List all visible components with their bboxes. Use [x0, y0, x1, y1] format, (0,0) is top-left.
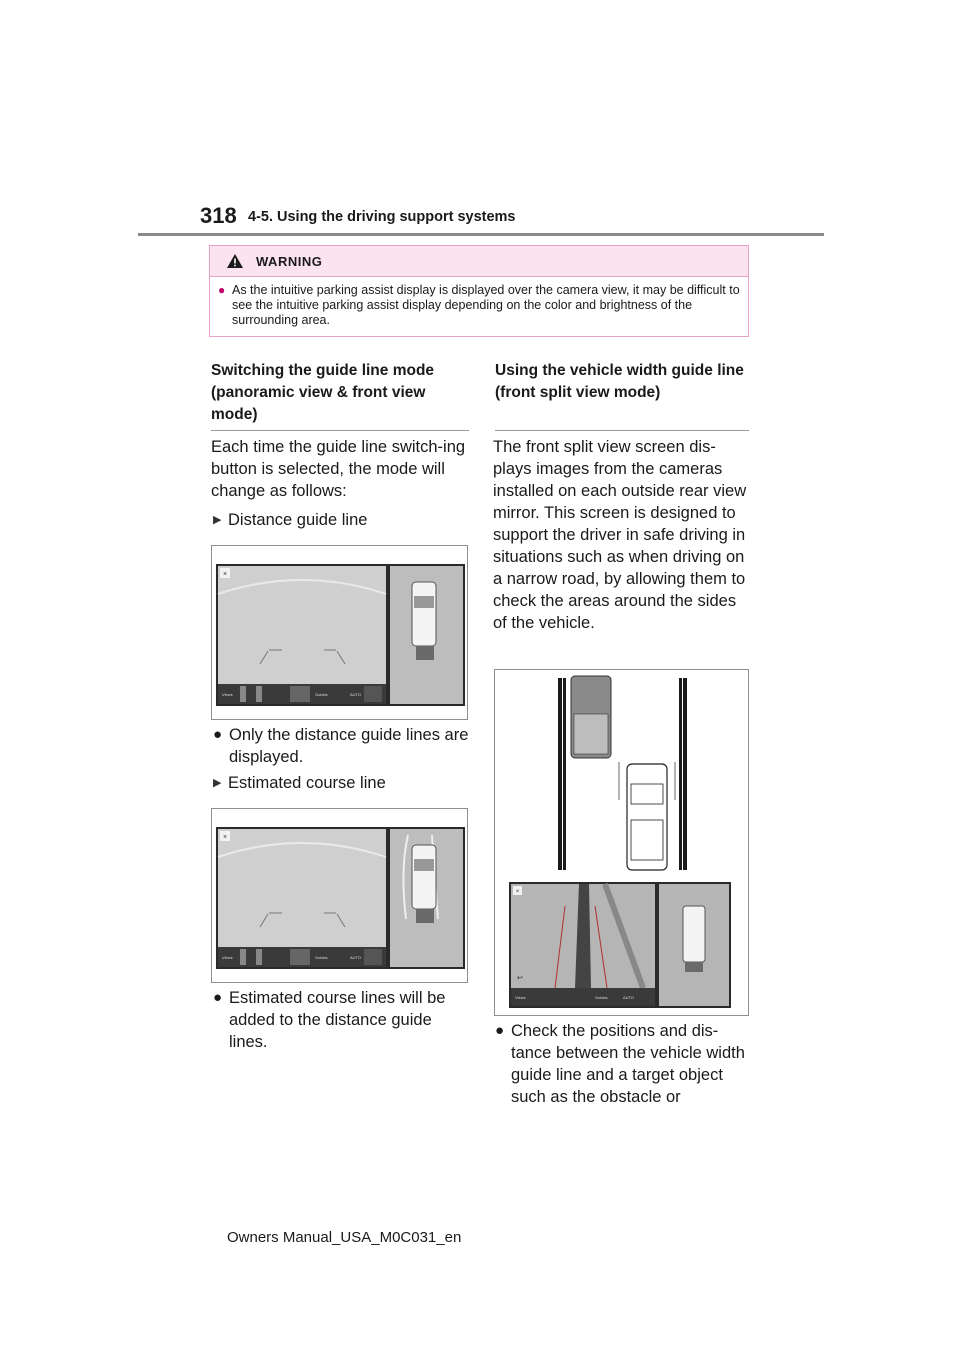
bullet-icon: ●	[213, 989, 223, 1006]
right-bullet-text: Check the positions and dis-tance between the vehicle width guide line and a target object such as the obstacle or	[511, 1022, 745, 1106]
estimated-course-figure	[211, 808, 468, 983]
arrow-right-icon: ▶	[213, 514, 222, 526]
mode2-description-item	[213, 987, 471, 1053]
header-rule	[138, 233, 824, 236]
mode1-item	[213, 509, 463, 531]
left-intro: Each time the guide line switch-ing button is selected, the mode will change as follows:	[211, 438, 466, 500]
front-split-view-figure	[494, 669, 749, 1016]
views-label: Views	[222, 955, 233, 960]
views-label: Views	[515, 995, 526, 1000]
close-icon: ×	[222, 571, 228, 578]
mode1-description-item	[213, 724, 471, 768]
auto-label: AUTO	[623, 995, 635, 1000]
warning-icon	[226, 253, 244, 269]
right-body: The front split view screen dis-plays images from the cameras installed on each outside rear view mirror. This screen is designed to support the driver in safe driving in situations such as when driving on a narrow road, by allowing them to check the areas around the sides of the vehicle.	[493, 438, 747, 632]
footer-text: Owners Manual_USA_M0C031_en	[227, 1229, 462, 1246]
guides-label: Guides	[595, 995, 608, 1000]
warning-bullet-icon: ●	[218, 283, 226, 297]
warning-title: WARNING	[256, 253, 323, 269]
right-heading: Using the vehicle width guide line (front split view mode)	[495, 360, 749, 431]
mode1-label: Distance guide line	[228, 511, 368, 529]
bullet-icon: ●	[213, 726, 223, 743]
views-label: Views	[222, 692, 233, 697]
warning-text: As the intuitive parking assist display is displayed over the camera view, it may be difficult to see the intuitive parking assist display depending on the color and brightness of the surrounding area.	[232, 283, 740, 327]
section-title: 4-5. Using the driving support systems	[248, 209, 516, 225]
back-icon: ↩	[517, 975, 523, 982]
auto-label: AUTO	[350, 692, 362, 697]
auto-label: AUTO	[350, 955, 362, 960]
mode2-label: Estimated course line	[228, 774, 386, 792]
arrow-right-icon: ▶	[213, 777, 222, 789]
left-heading: Switching the guide line mode (panoramic view & front view mode)	[211, 360, 469, 431]
close-icon: ×	[515, 889, 520, 895]
bullet-icon: ●	[495, 1022, 505, 1039]
distance-guide-figure	[211, 545, 468, 720]
mode2-item	[213, 772, 463, 794]
estimated-course-screen-image	[212, 809, 467, 982]
guides-label: Guides	[315, 955, 328, 960]
front-split-view-image	[495, 670, 748, 1015]
distance-guide-screen-image	[212, 546, 467, 719]
warning-item	[210, 277, 748, 328]
warning-box	[209, 245, 749, 337]
mode2-description: Estimated course lines will be added to the distance guide lines.	[229, 989, 446, 1051]
guides-label: Guides	[315, 692, 328, 697]
warning-header	[210, 246, 748, 277]
close-icon: ×	[222, 834, 228, 841]
mode1-description: Only the distance guide lines are displayed.	[229, 726, 469, 766]
page-number: 318	[200, 203, 237, 228]
right-bullet-item	[495, 1020, 751, 1108]
